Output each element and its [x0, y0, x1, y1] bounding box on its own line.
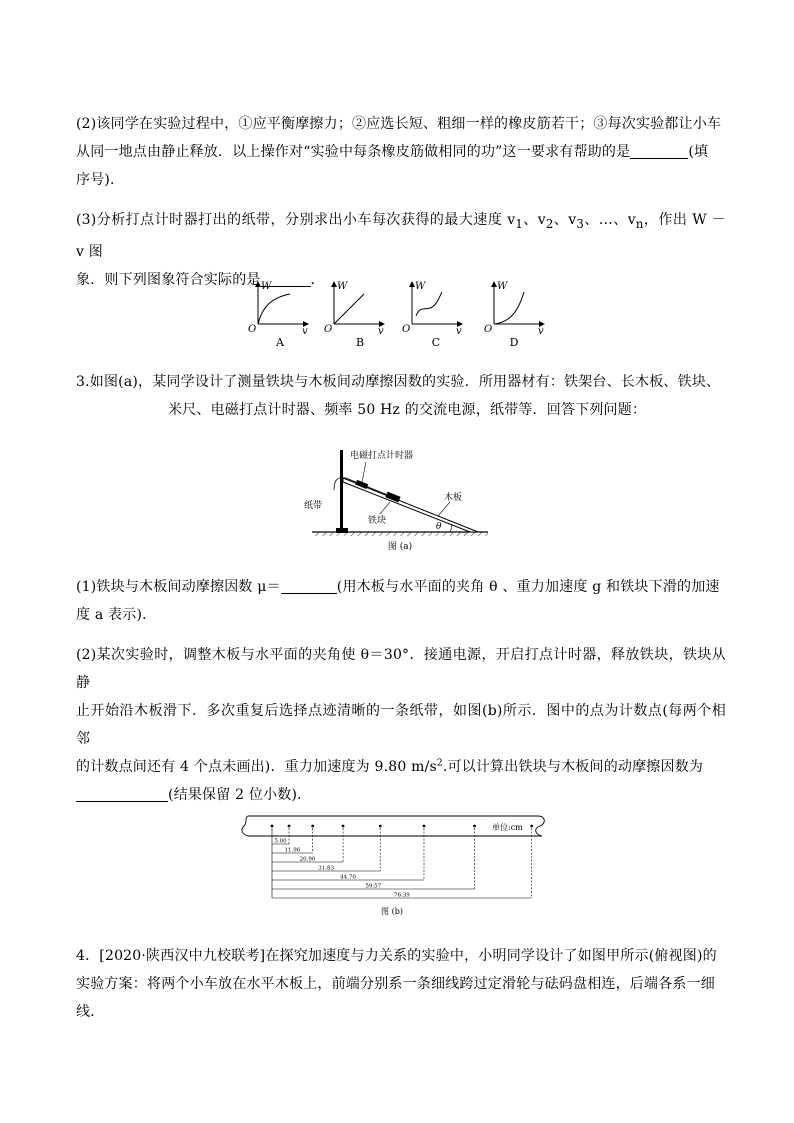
question-3-1 [76, 573, 726, 629]
q3-line2: 米尺、电磁打点计时器、频率 50 Hz 的交流电源，纸带等．回答下列问题： [168, 402, 647, 418]
angle-arc [450, 524, 452, 532]
q4-line3: 线． [76, 1004, 105, 1020]
distance-label: 31.83 [318, 865, 334, 872]
iron-stand-base [336, 528, 348, 533]
q3-1-line2: 度 a 表示)． [76, 607, 157, 623]
q2-3-line2: 象．则下列图象符合实际的是 ． [76, 271, 325, 288]
q3-2-line3: 的计数点间还有 4 个点未画出)．重力加速度为 9.80 $m/s^2$.可以计算出铁块与木板间的动摩擦因数为 [76, 758, 704, 775]
board-label: 木板 [444, 493, 463, 503]
q3-line1: 3.如图(a)，某同学设计了测量铁块与木板间动摩擦因数的实验．所用器材有：铁架台、长木板、铁块、 [76, 374, 721, 390]
answer-blank[interactable] [281, 577, 337, 594]
q2-3-line1: (3)分析打点计时器打出的纸带，分别求出小车每次获得的最大速度 $v_1$、$v_2$、$v_3$、…、$v_n$，作出 W － v 图 [76, 212, 726, 260]
counting-point [473, 825, 476, 828]
origin-label: O [402, 324, 411, 335]
q2-2-line2: 从同一地点由静止释放．以上操作对“实验中每条橡皮筋做相同的功”这一要求有帮助的是 (填 [76, 144, 709, 160]
q2-2-line3: 序号)． [76, 172, 125, 188]
q2-2-line1: (2)该同学在实验过程中，①应平衡摩擦力；②应选长短、粗细一样的橡皮筋若干；③每次实验都让小车 [76, 116, 722, 132]
q3-1-line1: (1)铁块与木板间动摩擦因数 μ＝ (用木板与水平面的夹角 θ 、重力加速度 g 和铁块下滑的加速 [76, 579, 720, 595]
counting-point [271, 825, 274, 828]
timer-label: 电磁打点计时器 [350, 451, 414, 461]
origin-label: O [248, 324, 257, 335]
question-3-2 [76, 641, 726, 809]
graph-c [402, 281, 462, 349]
question-2-2 [76, 110, 726, 194]
option-c-label: C [431, 336, 441, 349]
figure-a-caption: 图 (a) [387, 542, 413, 552]
v-axis-label: v [378, 326, 384, 337]
q3-2-line4: (结果保留 2 位小数)． [76, 781, 726, 809]
distance-label: 20.90 [299, 856, 316, 863]
counting-point [342, 825, 345, 828]
distance-label: 11.96 [284, 847, 301, 854]
q4-line1: 4．[2020·陕西汉中九校联考]在探究加速度与力关系的实验中，小明同学设计了如图甲所示(俯视图)的 [76, 948, 717, 964]
v-axis-label: v [538, 326, 544, 337]
graph-d [484, 281, 544, 349]
origin-label: O [324, 324, 333, 335]
figure-b [240, 812, 550, 920]
w-axis-label: W [415, 281, 426, 292]
distance-label: 76.39 [393, 892, 410, 899]
counting-point [423, 825, 426, 828]
figure-b-caption: 图 (b) [381, 907, 403, 916]
figure-a [304, 428, 490, 556]
q4-line2: 实验方案：将两个小车放在水平木板上，前端分别系一条细线跨过定滑轮与砝码盘相连，后端各系一细 [76, 976, 715, 992]
option-d-label: D [509, 336, 519, 349]
distance-label: 5.00 [274, 838, 287, 845]
w-v-graphs [240, 278, 560, 350]
answer-blank[interactable] [76, 785, 168, 802]
question-3-stem [76, 368, 726, 424]
counting-point [379, 825, 382, 828]
angle-label: θ [436, 522, 442, 532]
w-axis-label: W [261, 281, 272, 292]
answer-blank[interactable] [630, 142, 688, 159]
w-axis-label: W [337, 281, 348, 292]
option-b-label: B [355, 336, 365, 349]
distance-label: 59.57 [365, 883, 382, 890]
unit-label: 单位:cm [492, 823, 523, 832]
graph-b [324, 281, 384, 349]
counting-point [288, 825, 291, 828]
v-axis-label: v [302, 326, 308, 337]
question-4 [76, 942, 726, 1026]
block-label: 铁块 [368, 516, 387, 526]
v-axis-label: v [456, 326, 462, 337]
option-a-label: A [276, 336, 284, 349]
q3-2-line1: (2)某次实验时，调整木板与水平面的夹角使 θ＝30°．接通电源，开启打点计时器，释放铁块，铁块从静 [76, 647, 726, 691]
counting-point [311, 825, 314, 828]
q3-2-line2: 止开始沿木板滑下．多次重复后选择点迹清晰的一条纸带，如图(b)所示．图中的点为计数点(每两个相邻 [76, 703, 726, 747]
counting-point [530, 825, 533, 828]
distance-dimensions [272, 828, 532, 899]
w-axis-label: W [497, 281, 508, 292]
distance-label: 44.70 [340, 874, 356, 881]
tape-label: 纸带 [304, 501, 323, 511]
graph-a [248, 281, 308, 349]
origin-label: O [484, 324, 493, 335]
iron-stand-pole [340, 450, 343, 532]
